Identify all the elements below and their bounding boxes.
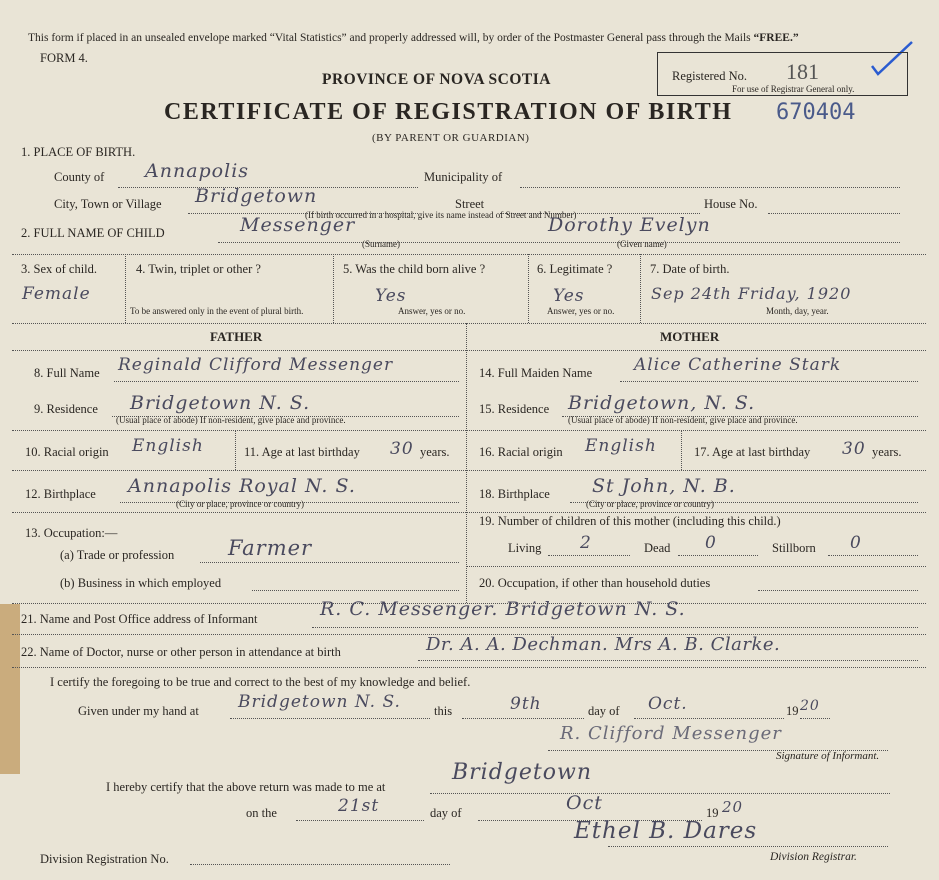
registrar-place-line	[430, 793, 890, 794]
col-divider	[528, 254, 529, 323]
col-divider	[681, 430, 682, 470]
form-number: FORM 4.	[40, 51, 88, 65]
row-divider	[12, 667, 926, 668]
alive-label: 5. Was the child born alive ?	[343, 262, 486, 276]
col-divider	[640, 254, 641, 323]
father-age: 30	[390, 439, 414, 459]
mother-birthplace: St John, N. B.	[592, 475, 736, 497]
house-label: House No.	[704, 197, 758, 211]
registrar-caption: Division Registrar.	[770, 851, 857, 863]
father-name: Reginald Clifford Messenger	[118, 355, 394, 375]
hospital-note: (If birth occurred in a hospital, give its name instead of Street and Number)	[305, 210, 577, 220]
row-divider	[12, 323, 926, 324]
business-line	[252, 590, 459, 591]
municipality-line	[520, 187, 900, 188]
on-label: on the	[246, 806, 277, 820]
postal-notice-text: This form if placed in an unsealed envelope marked “Vital Statistics” and properly addressed will, by order of the Postmaster General pass through the Mails	[28, 32, 751, 44]
legit-note: Answer, yes or no.	[547, 306, 615, 316]
dayof-label: day of	[588, 704, 620, 718]
informant-value: R. C. Messenger. Bridgetown N. S.	[320, 598, 686, 620]
row-divider	[466, 512, 926, 513]
reg-day-line	[296, 820, 424, 821]
reg-day: 21st	[338, 796, 380, 816]
mother-name-label: 14. Full Maiden Name	[479, 366, 593, 380]
dead-label: Dead	[644, 541, 671, 555]
trade-value: Farmer	[228, 536, 313, 560]
col-divider	[125, 254, 126, 323]
registered-number: 181	[786, 59, 819, 84]
father-race: English	[132, 436, 204, 456]
father-res-label: 9. Residence	[34, 402, 98, 416]
cert-day: 9th	[510, 694, 542, 714]
business-label: (b) Business in which employed	[60, 576, 222, 590]
child-name-label: 2. FULL NAME OF CHILD	[21, 226, 165, 240]
place-of-birth-heading: 1. PLACE OF BIRTH.	[21, 145, 136, 159]
tape-strip	[0, 604, 20, 774]
row-divider	[466, 566, 926, 567]
mother-occ-line	[758, 590, 918, 591]
county-label: County of	[54, 170, 105, 184]
row-divider	[466, 430, 926, 431]
informant-label: 21. Name and Post Office address of Informant	[21, 612, 258, 626]
registrar-signature: Ethel B. Dares	[574, 818, 758, 844]
dob-note: Month, day, year.	[766, 306, 829, 316]
informant-signature: R. Clifford Messenger	[560, 723, 782, 744]
registrar-place: Bridgetown	[452, 760, 592, 785]
given-caption: (Given name)	[617, 239, 667, 249]
year-prefix: 19	[786, 704, 799, 718]
col-divider	[235, 430, 236, 470]
registrar-line: I hereby certify that the above return was made to me at	[106, 780, 386, 794]
father-bp-note: (City or place, province or country)	[176, 499, 304, 509]
city-value: Bridgetown	[195, 185, 318, 207]
this-label: this	[434, 704, 453, 718]
province-heading: PROVINCE OF NOVA SCOTIA	[322, 71, 551, 88]
reg-dayof-label: day of	[430, 806, 462, 820]
given-place-line	[230, 718, 430, 719]
row-divider	[12, 512, 466, 513]
parents-divider	[466, 323, 467, 603]
registered-label: Registered No.	[672, 69, 747, 83]
reg-year-prefix: 19	[706, 806, 719, 820]
dead-line	[678, 555, 758, 556]
col-divider	[333, 254, 334, 323]
mother-occ-label: 20. Occupation, if other than household duties	[479, 576, 711, 590]
occupation-label: 13. Occupation:—	[25, 526, 118, 540]
informant-signature-caption: Signature of Informant.	[776, 750, 880, 762]
dead-value: 0	[705, 533, 717, 553]
father-age-label: 11. Age at last birthday	[244, 445, 360, 459]
division-reg-line	[190, 864, 450, 865]
mother-bp-label: 18. Birthplace	[479, 487, 550, 501]
stamped-number: 670404	[776, 100, 856, 125]
legit-label: 6. Legitimate ?	[537, 262, 613, 276]
father-age-unit: years.	[420, 445, 450, 459]
registrar-signature-line	[608, 846, 888, 847]
surname-caption: (Surname)	[362, 239, 400, 249]
stillborn-label: Stillborn	[772, 541, 816, 555]
dob-label: 7. Date of birth.	[650, 262, 730, 276]
mother-res-note: (Usual place of abode) If non-resident, give place and province.	[568, 415, 798, 425]
mother-bp-note: (City or place, province or country)	[586, 499, 714, 509]
reg-year: 20	[722, 798, 744, 816]
mother-age-label: 17. Age at last birthday	[694, 445, 811, 459]
alive-note: Answer, yes or no.	[398, 306, 466, 316]
father-race-label: 10. Racial origin	[25, 445, 109, 459]
father-heading: FATHER	[210, 329, 263, 344]
division-reg-label: Division Registration No.	[40, 852, 169, 866]
cert-month-line	[634, 718, 784, 719]
informant-line	[312, 627, 918, 628]
county-value: Annapolis	[145, 160, 250, 182]
doctor-line	[418, 660, 918, 661]
mother-age: 30	[842, 439, 866, 459]
dob-value: Sep 24th Friday, 1920	[651, 284, 852, 303]
father-bp-label: 12. Birthplace	[25, 487, 96, 501]
mother-name: Alice Catherine Stark	[634, 355, 842, 375]
doctor-label: 22. Name of Doctor, nurse or other person in attendance at birth	[21, 645, 341, 659]
postal-notice	[28, 32, 799, 44]
trade-label: (a) Trade or profession	[60, 548, 175, 562]
registered-note: For use of Registrar General only.	[732, 84, 855, 94]
cert-day-line	[462, 718, 584, 719]
child-surname: Messenger	[240, 214, 356, 236]
child-given-name: Dorothy Evelyn	[548, 214, 711, 236]
mother-age-unit: years.	[872, 445, 902, 459]
father-residence: Bridgetown N. S.	[130, 392, 311, 414]
given-label: Given under my hand at	[78, 704, 199, 718]
registered-box	[657, 52, 908, 96]
row-divider	[12, 470, 466, 471]
father-res-note: (Usual place of abode) If non-resident, give place and province.	[116, 415, 346, 425]
children-label: 19. Number of children of this mother (including this child.)	[479, 514, 781, 528]
reg-month: Oct	[566, 792, 603, 814]
sex-label: 3. Sex of child.	[21, 262, 98, 276]
stillborn-value: 0	[850, 533, 862, 553]
mother-name-line	[620, 381, 918, 382]
given-place: Bridgetown N. S.	[238, 692, 401, 712]
father-name-line	[114, 381, 459, 382]
doctor-value: Dr. A. A. Dechman. Mrs A. B. Clarke.	[426, 634, 781, 655]
city-label: City, Town or Village	[54, 197, 162, 211]
living-label: Living	[508, 541, 542, 555]
street-label: Street	[455, 197, 485, 211]
mother-res-label: 15. Residence	[479, 402, 550, 416]
mother-heading: MOTHER	[660, 329, 720, 344]
cert-year: 20	[800, 698, 820, 714]
municipality-label: Municipality of	[424, 170, 503, 184]
page-title: CERTIFICATE OF REGISTRATION OF BIRTH	[164, 99, 733, 125]
certify-line: I certify the foregoing to be true and correct to the best of my knowledge and belief.	[50, 675, 471, 689]
sex-value: Female	[22, 284, 91, 304]
cert-month: Oct.	[648, 694, 688, 714]
twin-label: 4. Twin, triplet or other ?	[136, 262, 261, 276]
mother-residence: Bridgetown, N. S.	[568, 392, 756, 414]
mother-race: English	[585, 436, 657, 456]
legit-value: Yes	[553, 286, 585, 306]
free-label: “FREE.”	[753, 32, 799, 44]
living-value: 2	[580, 533, 592, 553]
alive-value: Yes	[375, 286, 407, 306]
row-divider	[12, 254, 926, 255]
row-divider	[12, 430, 466, 431]
house-line	[768, 213, 900, 214]
row-divider	[12, 350, 926, 351]
mother-race-label: 16. Racial origin	[479, 445, 563, 459]
stillborn-line	[828, 555, 918, 556]
trade-line	[200, 562, 459, 563]
child-name-line	[218, 242, 900, 243]
row-divider	[466, 470, 926, 471]
living-line	[548, 555, 630, 556]
cert-year-line	[800, 718, 830, 719]
father-birthplace: Annapolis Royal N. S.	[128, 475, 356, 497]
twin-note: To be answered only in the event of plural birth.	[130, 306, 304, 316]
father-name-label: 8. Full Name	[34, 366, 100, 380]
page-subtitle: (BY PARENT OR GUARDIAN)	[372, 132, 530, 144]
